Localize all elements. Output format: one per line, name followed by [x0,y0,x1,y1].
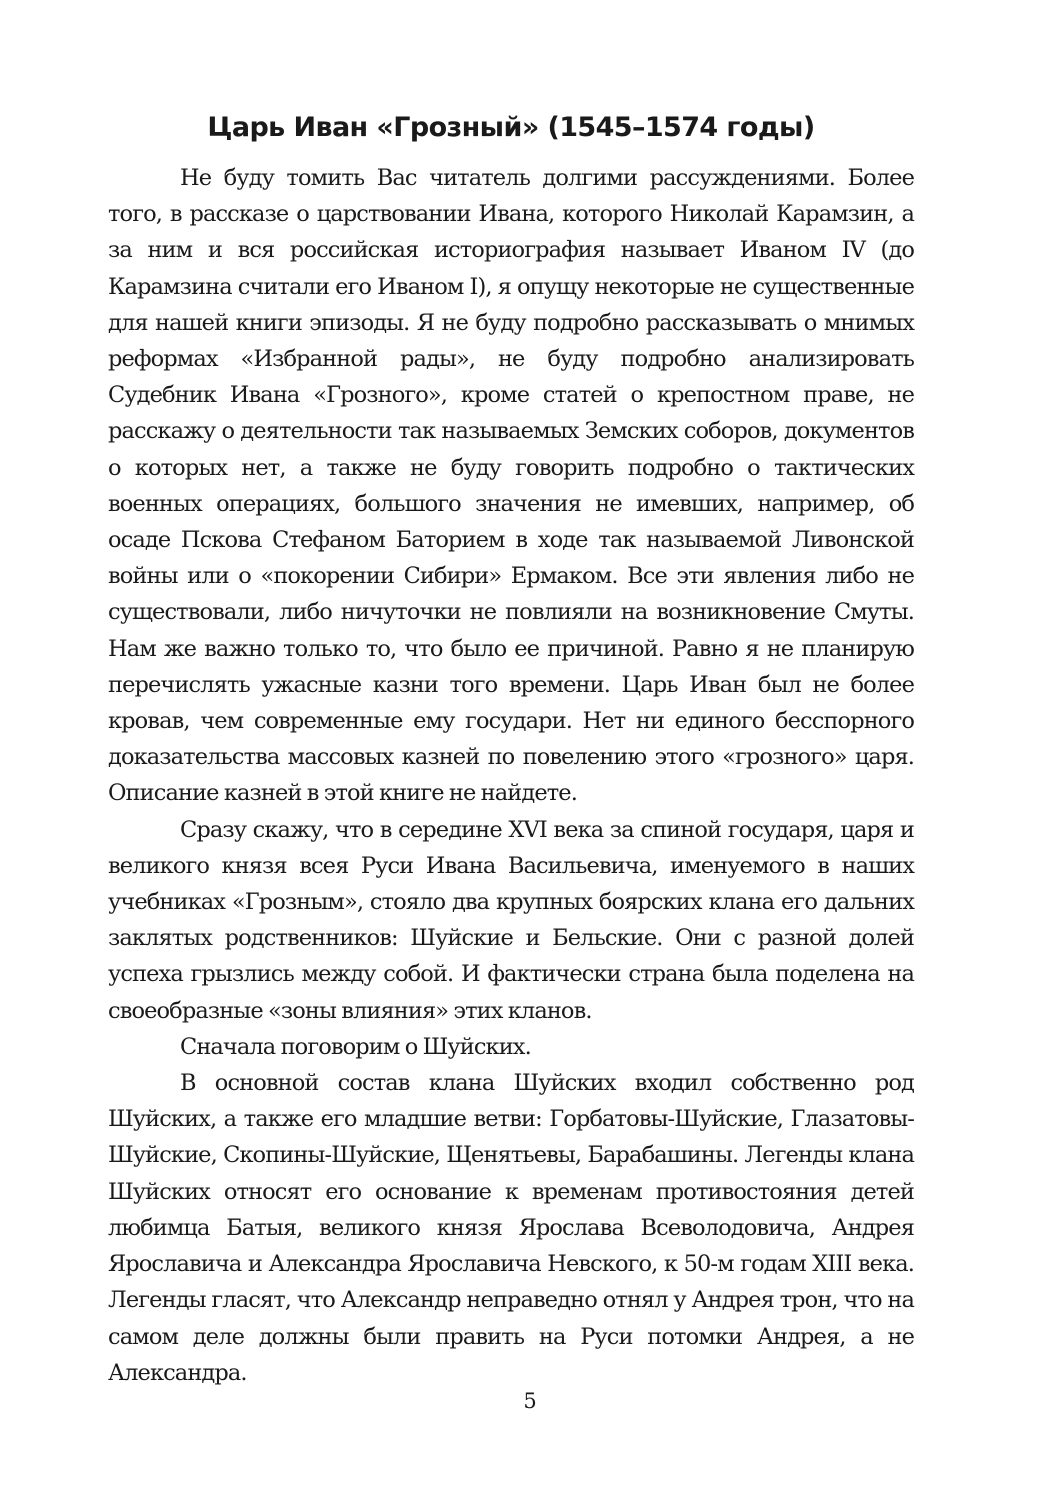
paragraph-clans: Сразу скажу, что в середине XVI века за спиной государя, царя и великого князя всея Руси Ивана Васильевича, именуемого в наших учебниках «Грозным», стояло два крупных боярских клана его дальних заклятых родственников: Шуйские и Бельские. Они с разной долей успеха грызлись между собой. И фактически страна была поделена на своеобразные «зоны влияния» этих кланов. [108,816,914,1024]
page-number: 5 [523,1389,537,1413]
paragraph-shuisky-intro: Сначала поговорим о Шуйских. [180,1033,531,1060]
paragraph-shuisky-clan: В основной состав клана Шуйских входил собственно род Шуйских, а также его младшие ветви: Горбатовы-Шуйские, Глазатовы-Шуйские, Скопины-Шуйские, Щенятьевы, Барабашины. Легенды клана Шуйских относят его основание к временам противостояния детей любимца Батыя, великого князя Ярослава Всеволодовича, Андрея Ярославича и Александра Ярославича Невского, к 50-м годам XIII века. Легенды гласят, что Александр неправедно отнял у Андрея трон, что на самом деле должны были править на Руси потомки Андрея, а не Александра. [108,1070,914,1386]
chapter-title: Царь Иван «Грозный» (1545–1574 годы) [207,112,815,143]
paragraph-intro: Не буду томить Вас читатель долгими рассуждениями. Более того, в рассказе о царствовании Ивана, которого Николай Карамзин, а за ним и вся российская историография называет Иваном IV (до Карамзина считали его Иваном I), я опущу некоторые не существенные для нашей книги эпизоды. Я не буду подробно рассказывать о мнимых реформах «Избранной рады», не буду подробно анализировать Судебник Ивана «Грозного», кроме статей о крепостном праве, не расскажу о деятельности так называемых Земских соборов, документов о которых нет, а также не буду говорить подробно о тактических военных операциях, большого значения не имевших, например, об осаде Пскова Стефаном Баторием в ходе так называемой Ливонской войны или о «покорении Сибири» Ермаком. Все эти явления либо не существовали, либо ничуточки не повлияли на возникновение Смуты. Нам же важно только то, что было ее причиной. Равно я не планирую перечислять ужасные казни того времени. Царь Иван был не более кровав, чем современные ему государи. Нет ни единого бесспорного доказательства массовых казней по повелению этого «грозного» царя. Описание казней в этой книге не найдете. [108,165,914,807]
chapter-body [108,160,914,1391]
